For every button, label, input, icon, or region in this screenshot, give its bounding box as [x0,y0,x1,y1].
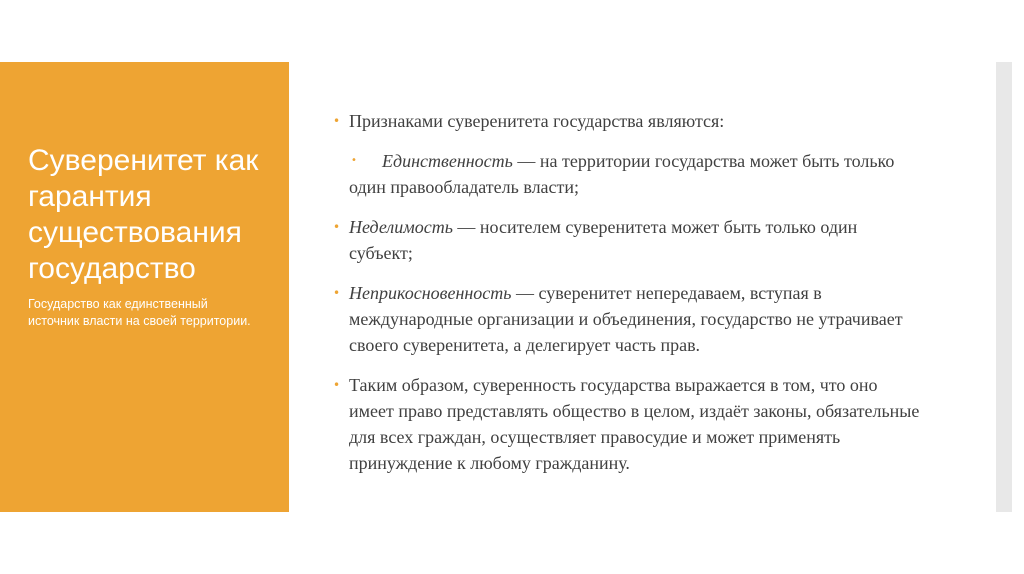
item-text: — суверенитет непередаваем, вступая в международные организации и объединения, государство не утрачивает своего суверенитета, а делегирует часть прав. [349,283,903,355]
item-term: Неприкосновенность [349,283,512,303]
item-term: Неделимость [349,217,453,237]
scrollbar[interactable] [996,62,1012,512]
item-text: — носителем суверенитета может быть только один субъект; [349,217,858,263]
item-term: Единственность [382,151,513,171]
list-item [333,372,923,476]
item-text: — на территории государства может быть только один правообладатель власти; [349,151,895,197]
list-item [333,108,923,134]
bullet-icon: • [333,220,341,234]
bullet-icon: • [333,286,341,300]
slide-subtitle: Государство как единственный источник власти на своей территории. [28,297,251,328]
list-item [333,280,923,358]
list-item [333,214,923,266]
slide-title: Суверенитет как гарантия существования государство [28,144,259,285]
content-area [333,108,923,476]
bullet-icon: • [333,378,341,392]
item-text: Признаками суверенитета государства являются: [349,111,725,131]
bullet-icon: • [333,114,341,128]
title-panel [0,62,289,512]
bullet-icon: • [351,155,357,166]
item-text: Таким образом, суверенность государства выражается в том, что оно имеет право представлять общество в целом, издаёт законы, обязательные для всех граждан, осуществляет правосудие и может применять принуждение к любому гражданину. [349,375,920,473]
list-item [333,148,923,200]
